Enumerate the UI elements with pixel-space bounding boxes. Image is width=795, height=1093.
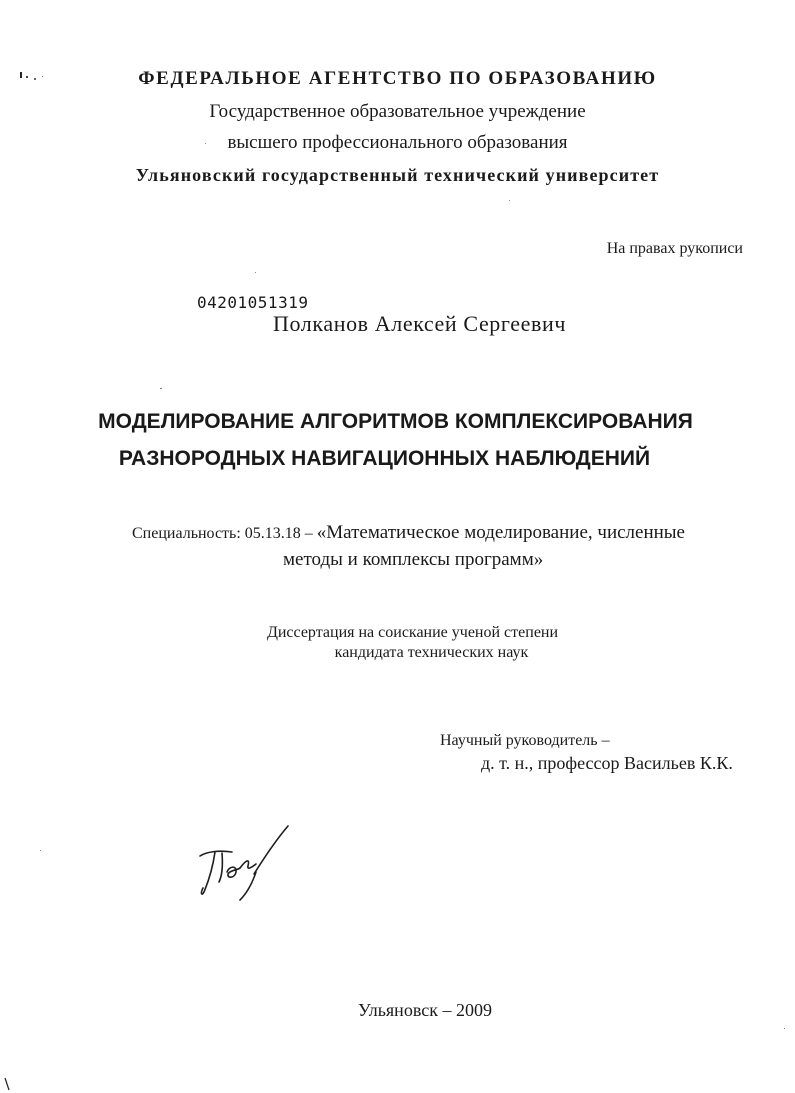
- dissertation-degree-line-2: кандидата технических наук: [334, 644, 529, 661]
- manuscript-note: На правах рукописи: [606, 240, 743, 257]
- dissertation-title-line-2: РАЗНОРОДНЫХ НАВИГАЦИОННЫХ НАБЛЮДЕНИЙ: [118, 447, 651, 470]
- handwritten-signature: [196, 822, 296, 902]
- supervisor-name: д. т. н., профессор Васильев К.К.: [481, 753, 733, 773]
- university-name: Ульяновский государственный технический университет: [135, 165, 660, 185]
- agency-heading: ФЕДЕРАЛЬНОЕ АГЕНТСТВО ПО ОБРАЗОВАНИЮ: [138, 68, 657, 89]
- author-name: Полканов Алексей Сергеевич: [273, 311, 566, 336]
- institution-line-1: Государственное образовательное учреждение: [209, 101, 586, 122]
- supervisor-label: Научный руководитель –: [440, 732, 610, 749]
- specialty-text-2: методы и комплексы программ»: [283, 549, 544, 570]
- specialty-label: Специальность: 05.13.18 –: [132, 525, 313, 542]
- institution-line-2: высшего профессионального образования: [227, 132, 568, 153]
- dissertation-degree-line-1: Диссертация на соискание ученой степени: [266, 624, 559, 641]
- dissertation-title-line-1: МОДЕЛИРОВАНИЕ АЛГОРИТМОВ КОМПЛЕКСИРОВАНИЯ: [98, 410, 693, 433]
- specialty-text-1: «Математическое моделирование, численные: [316, 522, 685, 543]
- specialty-line-1: [132, 522, 685, 544]
- document-number: 04201051319: [197, 293, 309, 312]
- place-and-year: Ульяновск – 2009: [358, 1000, 492, 1020]
